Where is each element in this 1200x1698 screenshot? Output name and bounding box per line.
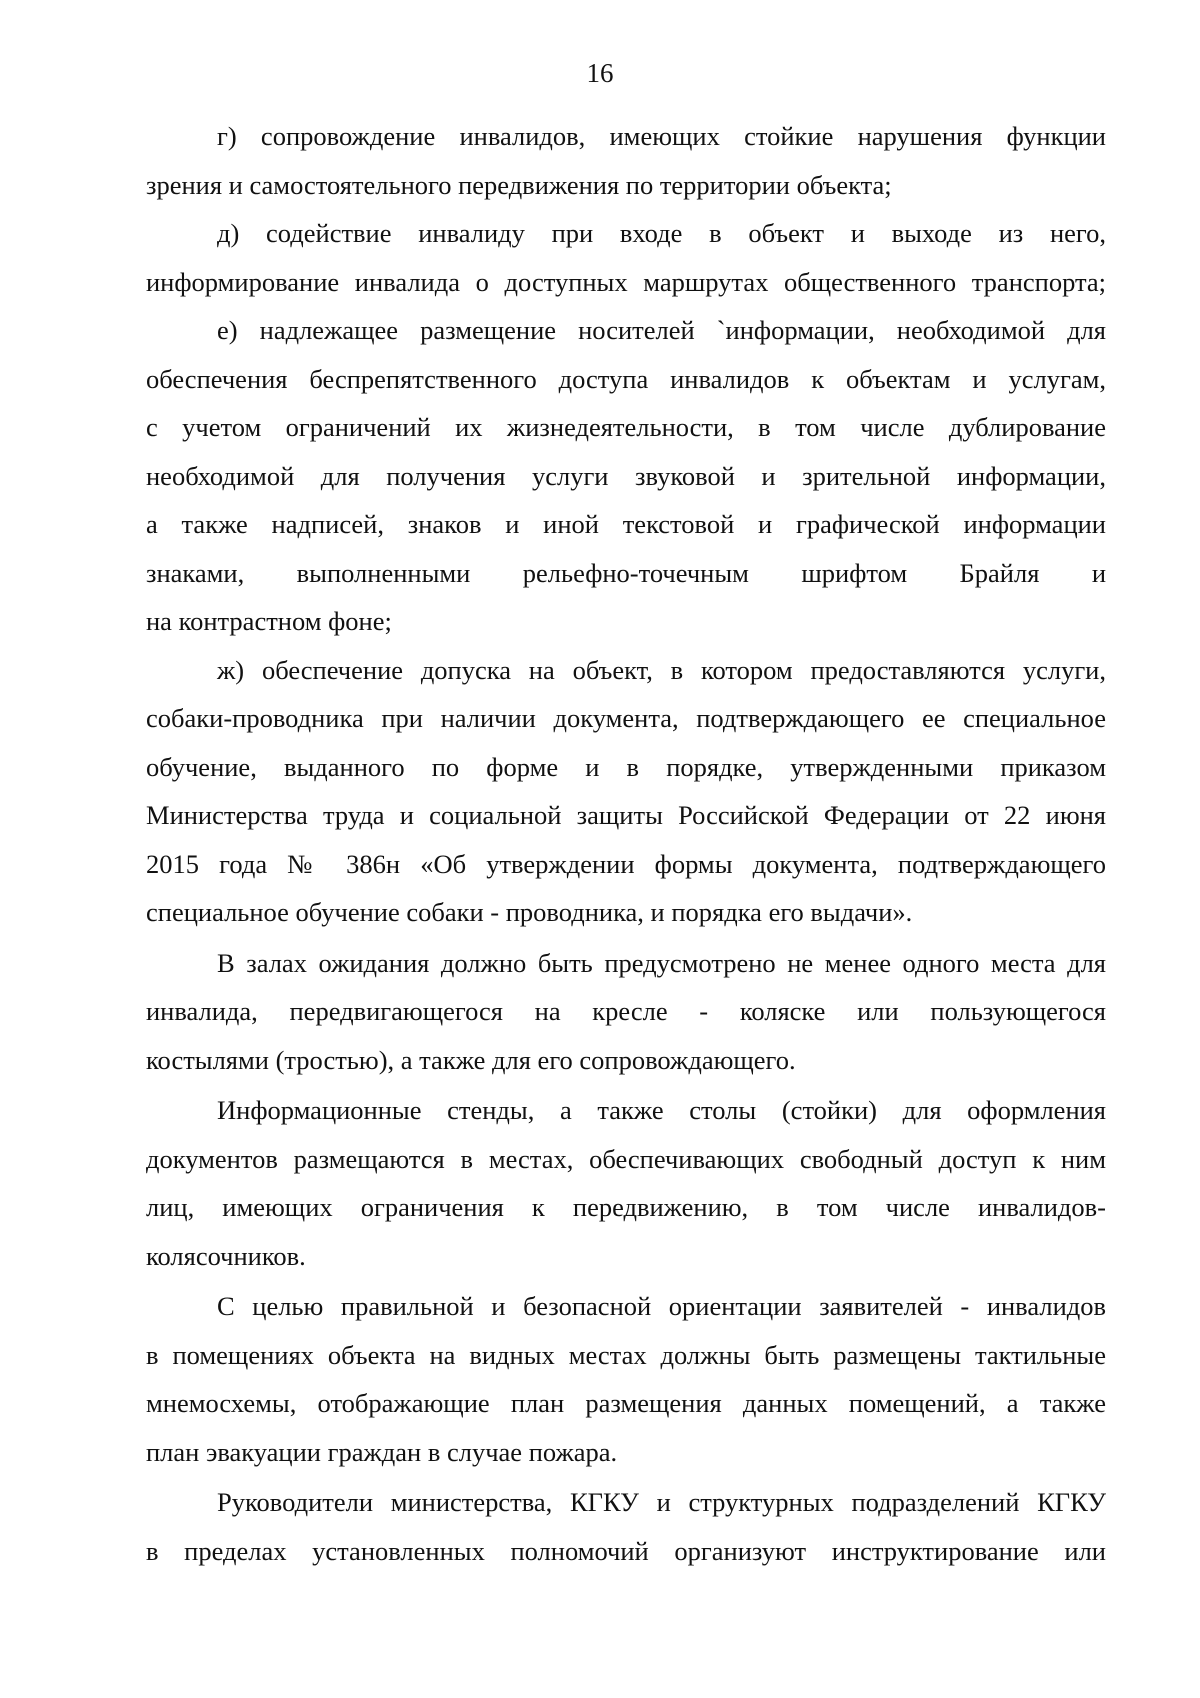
text-line: обеспечения беспрепятственного доступа инвалидов к объектам и услугам,: [146, 363, 1106, 394]
text-line: е) надлежащее размещение носителей `информации, необходимой для: [217, 315, 1106, 345]
paragraph: [146, 939, 1106, 1085]
text-line: мнемосхемы, отображающие план размещения данных помещений, а также: [146, 1388, 1106, 1418]
paragraph: [146, 306, 1106, 646]
paragraph: [146, 209, 1106, 306]
paragraph: [146, 1282, 1106, 1476]
paragraph: [146, 112, 1106, 209]
text-line: инвалида, передвигающегося на кресле - коляске или пользующегося: [146, 996, 1106, 1026]
text-line: костылями (тростью), а также для его сопровождающего.: [146, 1044, 796, 1075]
text-line: документов размещаются в местах, обеспечивающих свободный доступ к ним: [146, 1143, 1106, 1174]
text-line: Руководители министерства, КГКУ и структурных подразделений КГКУ: [217, 1487, 1106, 1517]
paragraph: [146, 646, 1106, 937]
text-line: в помещениях объекта на видных местах должны быть размещены тактильные: [146, 1339, 1106, 1370]
text-line: д) содействие инвалиду при входе в объект и выходе из него,: [217, 218, 1106, 248]
text-line: на контрастном фоне;: [146, 606, 392, 636]
text-line: С целью правильной и безопасной ориентации заявителей - инвалидов: [217, 1291, 1106, 1321]
text-line: специальное обучение собаки - проводника, и порядка его выдачи».: [146, 897, 913, 927]
text-line: информирование инвалида о доступных маршрутах общественного транспорта;: [146, 266, 1106, 297]
page-number: 16: [586, 58, 614, 88]
document-body: [146, 112, 1106, 1575]
paragraph: [146, 1478, 1106, 1575]
text-line: в пределах установленных полномочий организуют инструктирование или: [146, 1535, 1106, 1566]
text-line: 2015 года № 386н «Об утверждении формы документа, подтверждающего: [146, 848, 1106, 879]
text-line: Министерства труда и социальной защиты Российской Федерации от 22 июня: [146, 800, 1106, 830]
text-line: ж) обеспечение допуска на объект, в котором предоставляются услуги,: [217, 654, 1106, 685]
text-line: обучение, выданного по форме и в порядке, утвержденными приказом: [146, 751, 1106, 782]
text-line: В залах ожидания должно быть предусмотрено не менее одного места для: [217, 947, 1106, 978]
paragraph: [146, 1086, 1106, 1280]
text-line: знаками, выполненными рельефно-точечным шрифтом Брайля и: [146, 557, 1106, 588]
text-line: зрения и самостоятельного передвижения по территории объекта;: [146, 169, 892, 200]
text-line: а также надписей, знаков и иной текстовой и графической информации: [146, 509, 1106, 539]
text-line: г) сопровождение инвалидов, имеющих стойкие нарушения функции: [217, 121, 1106, 151]
text-line: Информационные стенды, а также столы (стойки) для оформления: [217, 1095, 1106, 1125]
text-line: необходимой для получения услуги звуковой и зрительной информации,: [146, 460, 1106, 491]
text-line: с учетом ограничений их жизнедеятельности, в том числе дублирование: [146, 412, 1106, 442]
text-line: собаки-проводника при наличии документа, подтверждающего ее специальное: [146, 703, 1106, 733]
text-line: лиц, имеющих ограничения к передвижению, в том числе инвалидов-: [146, 1192, 1106, 1222]
text-line: колясочников.: [146, 1240, 306, 1271]
text-line: план эвакуации граждан в случае пожара.: [146, 1436, 618, 1467]
